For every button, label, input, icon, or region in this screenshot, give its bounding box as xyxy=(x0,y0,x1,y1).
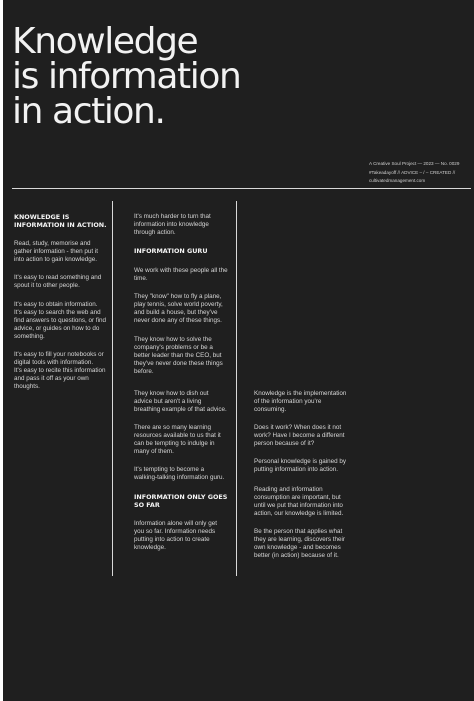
paragraph: They know how to dish out advice but aren't a living breathing example of that advice. xyxy=(134,390,227,413)
paragraph: We work with these people all the time. xyxy=(134,267,228,282)
poster xyxy=(3,0,474,701)
paragraph: Be the person that applies what they are learning, discovers their own knowledge - and becomes better (in action) because of it. xyxy=(254,528,346,559)
headline-line-2: is information xyxy=(12,56,241,97)
paragraph: They know how to solve the company's problems or be a better leader than the CEO, but they've never done these things before. xyxy=(134,336,223,375)
paragraph: It's easy to read something and spout it to other people. xyxy=(14,274,102,289)
header-divider xyxy=(12,188,471,189)
project-credit: A Creative Soul Project — 2023 — No. 0029 xyxy=(369,161,460,166)
paragraph: Information alone will only get you so far. Information needs putting into action to create knowledge. xyxy=(134,520,217,551)
paragraph: Read, study, memorise and gather information - then put it into action to gain knowledge. xyxy=(14,240,99,263)
paragraph: It's tempting to become a walking-talking information guru. xyxy=(134,466,225,481)
headline-line-3: in action. xyxy=(12,91,165,132)
paragraph: There are so many learning resources available to us that it can be tempting to indulge in many of them. xyxy=(134,424,221,455)
paragraph: Does it work? When does it not work? Have I become a different person because of it? xyxy=(254,424,345,447)
section-heading: INFORMATION GURU xyxy=(134,247,208,255)
project-website: cultivatedmanagement.com xyxy=(369,178,426,183)
paragraph: It's easy to obtain information. It's easy to search the web and find answers to questions, or find advice, or guides on how to do something. xyxy=(14,301,107,340)
paragraph: Personal knowledge is gained by putting information into action. xyxy=(254,458,347,473)
column-divider-1 xyxy=(112,201,113,576)
paragraph: It's much harder to turn that information into knowledge through action. xyxy=(134,213,211,236)
project-tags: #Takeadayoff // ADVICE – / – CREATED // xyxy=(369,169,456,175)
headline-line-1: Knowledge xyxy=(12,21,198,62)
paragraph: It's easy to fill your notebooks or digital tools with information. xyxy=(14,351,104,366)
paragraph: Reading and information consumption are important, but until we put that information into action, our knowledge is limited. xyxy=(254,486,344,517)
section-heading: INFORMATION ONLY GOES SO FAR xyxy=(134,493,228,510)
column-divider-2 xyxy=(236,201,237,576)
section-heading: KNOWLEDGE IS INFORMATION IN ACTION. xyxy=(14,213,107,230)
headline xyxy=(12,21,241,132)
paragraph: They "know" how to fly a plane, play tennis, solve world poverty, and build a house, but they've never done any of these things. xyxy=(134,293,223,324)
project-meta xyxy=(369,160,459,186)
paragraph: It's easy to recite this information and pass it off as your own thoughts. xyxy=(14,367,106,390)
paragraph: Knowledge is the implementation of the information you're consuming. xyxy=(254,390,347,413)
